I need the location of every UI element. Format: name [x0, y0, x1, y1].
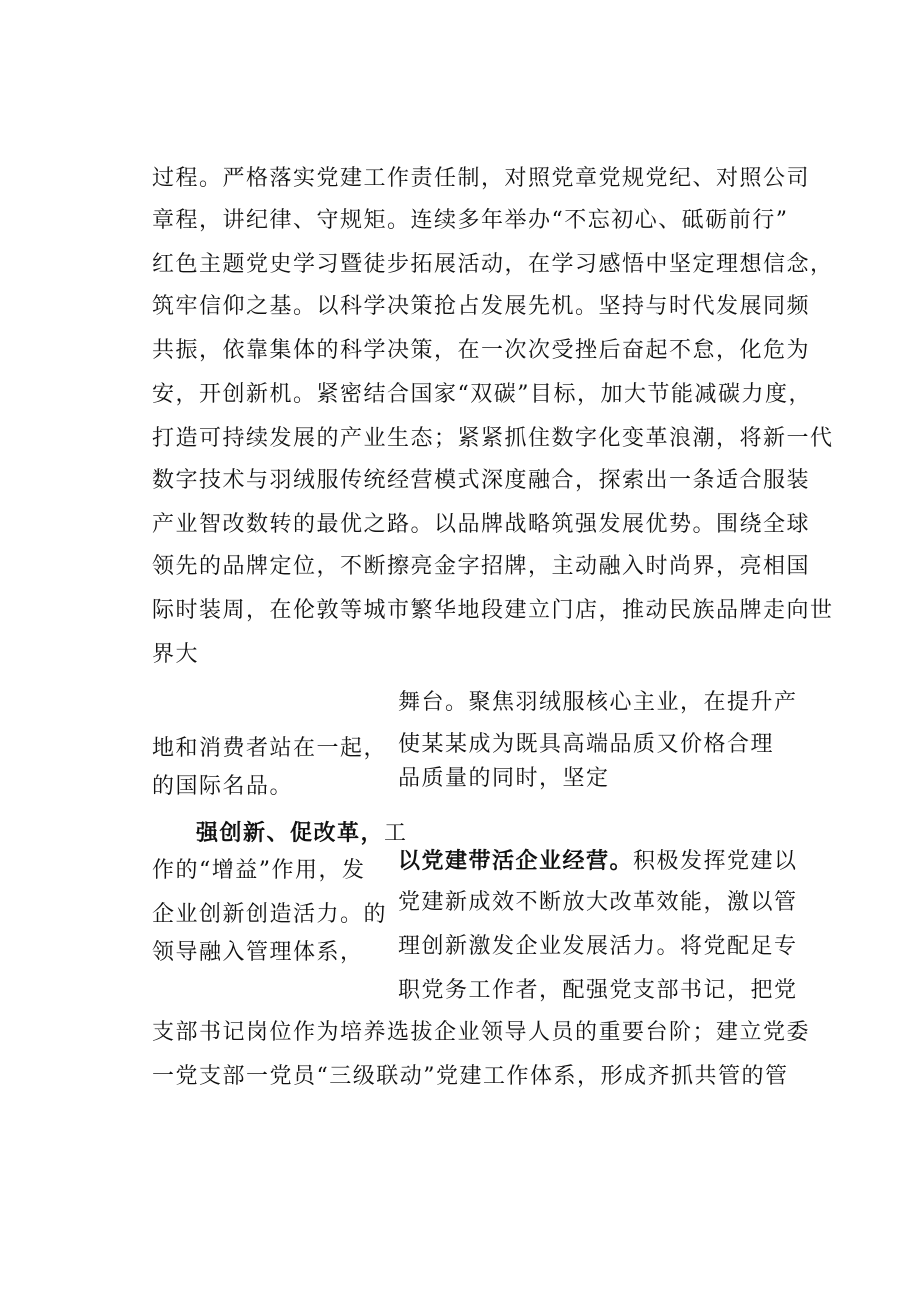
heading-tail: 工 — [384, 821, 408, 846]
text-line: 企业创新创造活力。的 — [152, 902, 388, 927]
bold-heading: 以党建带活企业经营。 — [398, 848, 634, 874]
heading-tail: 积极发挥党建以 — [633, 849, 798, 874]
text-line: 地和消费者站在一起， — [152, 736, 388, 761]
text-line: 舞台。聚焦羽绒服核心主业，在提升产 — [398, 690, 798, 715]
text-line: 际时装周，在伦敦等城市繁华地段建立门店，推动民族品牌走向世 — [152, 598, 834, 623]
text-line: 理创新激发企业发展活力。将党配足专 — [398, 934, 798, 959]
text-line: 作的“增益”作用，发 — [152, 858, 366, 883]
section-heading-line — [398, 846, 798, 877]
text-line: 产业智改数转的最优之路。以品牌战略筑强发展优势。围绕全球 — [152, 512, 811, 537]
bold-heading: 强创新、促改革， — [196, 820, 385, 846]
text-line: 打造可持续发展的产业生态；紧紧抓住数字化变革浪潮，将新一代 — [152, 426, 834, 451]
text-line: 职党务工作者，配强党支部书记，把党 — [398, 978, 798, 1003]
text-line: 领先的品牌定位，不断擦亮金字招牌，主动融入时尚界，亮相国 — [152, 554, 811, 579]
text-line: 过程。严格落实党建工作责任制，对照党章党规党纪、对照公司 — [152, 166, 811, 191]
text-line: 红色主题党史学习暨徒步拓展活动，在学习感悟中坚定理想信念， — [152, 252, 834, 277]
text-line: 的国际名品。 — [152, 774, 294, 799]
text-line: 支部书记岗位作为培养选拔企业领导人员的重要台阶；建立党委 — [152, 1020, 811, 1045]
text-line: 章程，讲纪律、守规矩。连续多年举办“不忘初心、砥砺前行” — [152, 208, 789, 233]
section-heading-line — [196, 818, 408, 849]
text-line: 品质量的同时，坚定 — [398, 766, 610, 791]
text-line: 界大 — [152, 642, 200, 667]
text-line: 共振，依靠集体的科学决策，在一次次受挫后奋起不怠，化危为 — [152, 338, 811, 363]
text-line: 筑牢信仰之基。以科学决策抢占发展先机。坚持与时代发展同频 — [152, 294, 811, 319]
text-line: 使某某成为既具高端品质又价格合理 — [398, 732, 775, 757]
text-line: 党建新成效不断放大改革效能，激以管 — [398, 890, 798, 915]
text-line: 一党支部一党员“三级联动”党建工作体系，形成齐抓共管的管 — [152, 1064, 789, 1089]
text-line: 安，开创新机。紧密结合国家“双碳”目标，加大节能减碳力度， — [152, 382, 812, 407]
text-line: 领导融入管理体系， — [152, 940, 364, 965]
text-line: 数字技术与羽绒服传统经营模式深度融合，探索出一条适合服装 — [152, 468, 811, 493]
